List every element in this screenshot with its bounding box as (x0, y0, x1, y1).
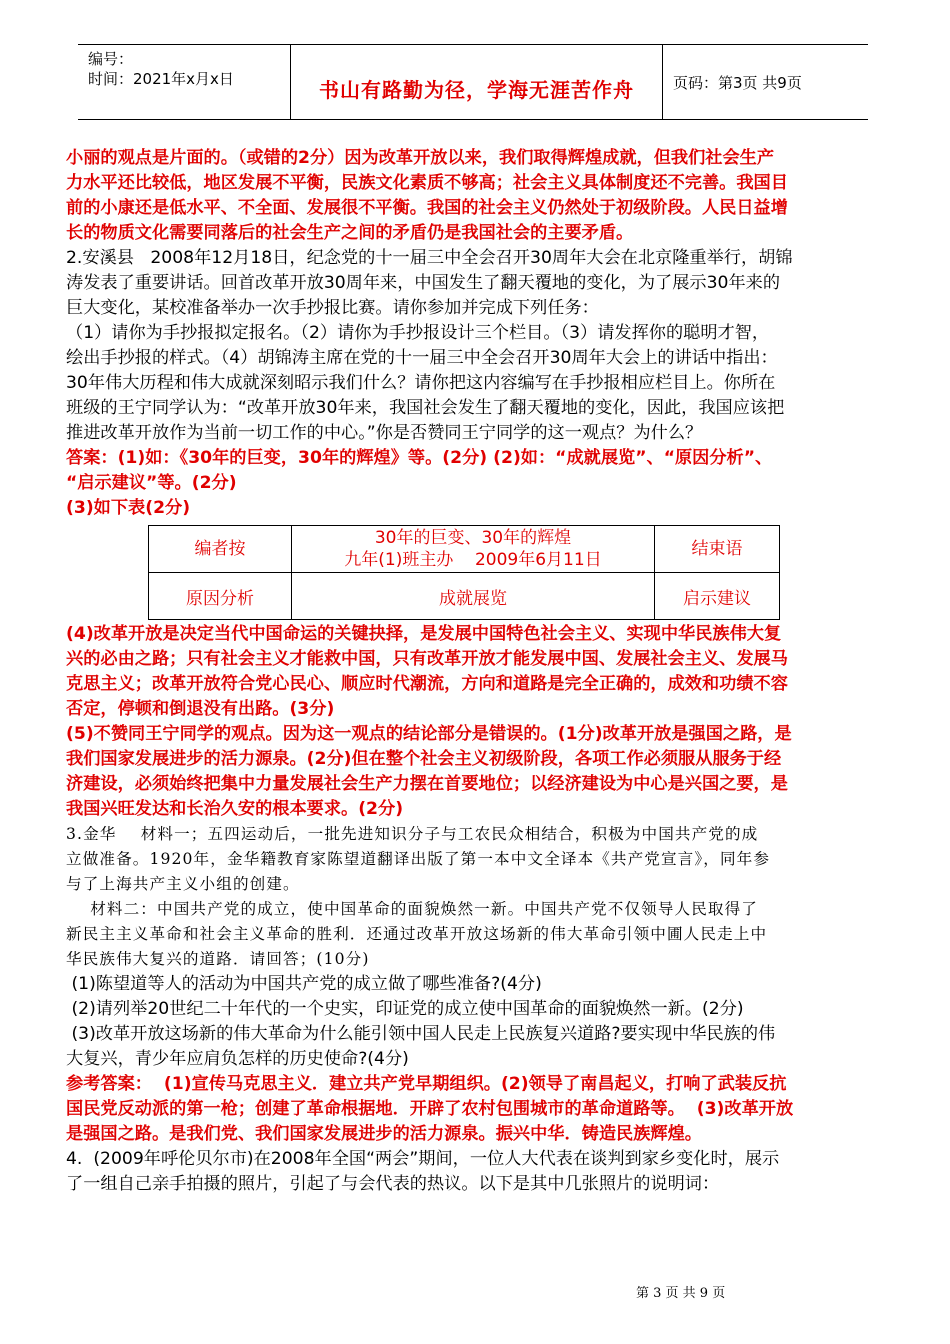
text-line: 我们国家发展进步的活力源泉。(2分)但在整个社会主义初级阶段，各项工作必须服从服务于经 (66, 749, 782, 769)
text-line: 我国兴旺发达和长治久安的根本要求。(2分) (66, 799, 404, 819)
text-line: (5)不赞同王宁同学的观点。因为这一观点的结论部分是错误的。(1分)改革开放是强国之路，是 (66, 724, 792, 744)
text-line: 巨大变化，某校准备举办一次手抄报比赛。请你参加并完成下列任务： (66, 298, 599, 318)
text-line: 大复兴，青少年应肩负怎样的历史使命?(4分) (66, 1049, 409, 1069)
text-line: 班级的王宁同学认为：“改革开放30年来，我国社会发生了翻天覆地的变化，因此，我国应该把 (66, 398, 785, 418)
page-header (78, 44, 868, 120)
text-line: 绘出手抄报的样式。（4）胡锦涛主席在党的十一届三中全会召开30周年大会上的讲话中指出： (66, 348, 778, 368)
cell-title (292, 526, 655, 573)
text-line: 否定，停顿和倒退没有出路。(3分) (66, 699, 335, 719)
text-line: 答案：(1)如：《30年的巨变，30年的辉煌》等。(2分) (2)如：“成就展览”、“原因分析”、 (66, 448, 773, 468)
text-line: (3)改革开放这场新的伟大革命为什么能引领中国人民走上民族复兴道路?要实现中华民族的伟 (66, 1024, 776, 1044)
text-line: 力水平还比较低，地区发展不平衡，民族文化素质不够高；社会主义具体制度还不完善。我国目 (66, 173, 788, 193)
text-line: 小丽的观点是片面的。（或错的2分）因为改革开放以来，我们取得辉煌成就，但我们社会生产 (66, 148, 775, 168)
text-line: 与了上海共产主义小组的创建。 (66, 875, 300, 893)
text-line: (4)改革开放是决定当代中国命运的关键抉择，是发展中国特色社会主义、实现中华民族伟大复 (66, 624, 782, 644)
text-line: 兴的必由之路；只有社会主义才能救中国，只有改革开放才能发展中国、发展社会主义、发展马 (66, 649, 788, 669)
cell-editor-note: 编者按 (149, 526, 292, 573)
text-line: 新民主主义革命和社会主义革命的胜利．还通过改革开放这场新的伟大革命引领中圃人民走上中 (66, 925, 768, 943)
text-line: 推进改革开放作为当前一切工作的中心。”你是否赞同王宁同学的这一观点？为什么？ (66, 423, 703, 443)
header-meta (78, 45, 291, 119)
text-block-2 (66, 622, 888, 1197)
text-line: 4. (2009年呼伦贝尔市)在2008年全国“两会”期间，一位人大代表在谈判到家乡变化时，展示 (66, 1149, 780, 1169)
page-footer: 第 3 页 共 9 页 (636, 1286, 726, 1301)
cell-cause-analysis: 原因分析 (149, 573, 292, 620)
text-line: 国民党反动派的第一枪；创建了革命根据地．开辟了农村包围城市的革命道路等。 (3)改革开放 (66, 1099, 794, 1119)
text-line: 长的物质文化需要同落后的社会生产之间的矛盾仍是我国社会的主要矛盾。 (66, 223, 634, 243)
text-line: （1）请你为手抄报拟定报名。（2）请你为手抄报设计三个栏目。（3）请发挥你的聪明才智， (66, 323, 770, 343)
header-motto: 书山有路勤为径，学海无涯苦作舟 (291, 45, 663, 119)
text-line: 华民族伟大复兴的道路．请回答；(10分) (66, 950, 370, 968)
cell-suggestions: 启示建议 (655, 573, 780, 620)
text-line: 济建设，必须始终把集中力量发展社会生产力摆在首要地位；以经济建设为中心是兴国之要，是 (66, 774, 788, 794)
text-line: 参考答案： (1)宣传马克思主义．建立共产党早期组织。(2)领导了南昌起义，打响了武装反抗 (66, 1074, 787, 1094)
text-line: 3.金华 材料一；五四运动后，一批先进知识分子与工农民众相结合，积极为中国共产党的成 (66, 825, 759, 843)
text-line: (3)如下表(2分) (66, 498, 191, 518)
number-label: 编号： (88, 50, 134, 68)
text-line: 前的小康还是低水平、不全面、发展很不平衡。我国的社会主义仍然处于初级阶段。人民日益增 (66, 198, 788, 218)
cell-achievement: 成就展览 (292, 573, 655, 620)
document-body (66, 146, 888, 1197)
text-line: (2)请列举20世纪二十年代的一个史实，印证党的成立使中国革命的面貌焕然一新。(2分) (66, 999, 744, 1019)
text-line: 是强国之路。是我们党、我们国家发展进步的活力源泉。振兴中华．铸造民族辉煌。 (66, 1124, 702, 1144)
text-block-1 (66, 146, 888, 521)
text-line: 了一组自己亲手拍摄的照片，引起了与会代表的热议。以下是其中几张照片的说明词： (66, 1174, 720, 1194)
newspaper-layout-table (148, 525, 780, 620)
text-line: “启示建议”等。(2分) (66, 473, 237, 493)
cell-title-line1: 30年的巨变、30年的辉煌 (374, 528, 572, 548)
text-line: 立做准备。1920年，金华籍教育家陈望道翻译出版了第一本中文全译本《共产党宣言》，同年参 (66, 850, 771, 868)
text-line: 2.安溪县 2008年12月18日，纪念党的十一届三中全会召开30周年大会在北京隆重举行，胡锦 (66, 248, 793, 268)
cell-conclusion: 结束语 (655, 526, 780, 573)
text-line: 材料二：中国共产党的成立，使中国革命的面貌焕然一新。中国共产党不仅领导人民取得了 (66, 900, 758, 918)
text-line: 30年伟大历程和伟大成就深刻昭示我们什么？请你把这内容编写在手抄报相应栏目上。你所在 (66, 373, 776, 393)
text-line: 克思主义；改革开放符合党心民心、顺应时代潮流，方向和道路是完全正确的，成效和功绩不容 (66, 674, 788, 694)
header-page-info: 页码：第3页 共9页 (673, 73, 802, 92)
text-line: (1)陈望道等人的活动为中国共产党的成立做了哪些准备?(4分) (66, 974, 542, 994)
cell-title-line2: 九年(1)班主办 2009年6月11日 (344, 550, 602, 570)
time-label: 时间：2021年x月x日 (88, 70, 234, 88)
text-line: 涛发表了重要讲话。回首改革开放30周年来，中国发生了翻天覆地的变化，为了展示30年来的 (66, 273, 781, 293)
